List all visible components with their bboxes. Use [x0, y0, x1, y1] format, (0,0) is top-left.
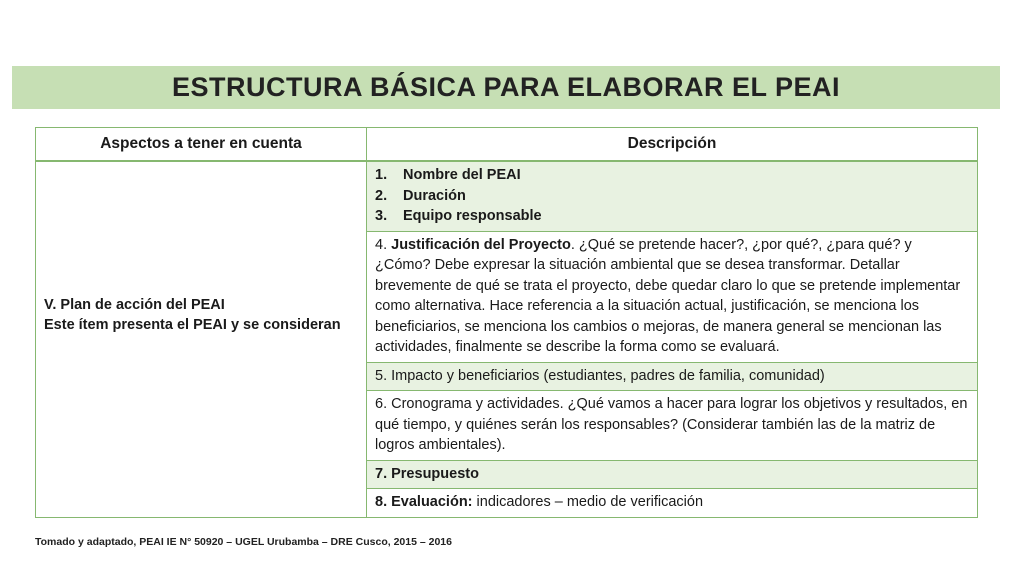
- evaluacion-text: indicadores – medio de verificación: [472, 494, 704, 510]
- list-item: 1. Nombre del PEAI: [375, 167, 521, 183]
- presupuesto-label: 7. Presupuesto: [375, 465, 479, 482]
- aspect-line-1: V. Plan de acción del PEAI: [44, 296, 225, 313]
- cronograma-text: ¿Qué vamos a hacer para lograr los objetivos y resultados, en qué tiempo, y quiénes serán los responsables? (Considerar también las de la matriz de logros ambientales).: [375, 396, 968, 453]
- cronograma-label: 6. Cronograma y actividades.: [375, 396, 564, 412]
- desc-cell-impacto: 5. Impacto y beneficiarios (estudiantes, padres de familia, comunidad): [367, 362, 978, 391]
- table-header-row: [36, 128, 978, 162]
- desc-cell-list: [367, 161, 978, 231]
- header-descripcion: Descripción: [367, 128, 978, 162]
- source-footnote: Tomado y adaptado, PEAI IE N° 50920 – UGEL Urubamba – DRE Cusco, 2015 – 2016: [35, 536, 452, 548]
- title-bar: [12, 66, 1000, 109]
- aspect-cell: [36, 161, 367, 517]
- list-item: 2. Duración: [375, 187, 466, 204]
- peai-structure-table: [35, 127, 978, 518]
- basic-items-list: [375, 165, 971, 227]
- desc-cell-justificacion: 4. Justificación del Proyecto. ¿Qué se pretende hacer?, ¿por qué?, ¿para qué? y ¿Cómo? Debe expresar la situación ambiental que se desea transformar. Detallar brevemente de qué se trata el proyecto, debe quedar claro lo que se pretende implementar como alternativa. Hace referencia a la situación actual, justificación, se menciona los beneficiarios, se menciona los cambios o mejoras, de manera general se mencionan las actividades, finalmente se describe la forma como se evaluará.: [367, 231, 978, 362]
- table-row: [36, 161, 978, 231]
- list-item: 3. Equipo responsable: [375, 208, 542, 224]
- desc-cell-presupuesto: [367, 460, 978, 489]
- impacto-text: Impacto y beneficiarios (estudiantes, padres de familia, comunidad): [391, 367, 825, 384]
- header-aspectos: Aspectos a tener en cuenta: [36, 128, 367, 162]
- justificacion-text: . ¿Qué se pretende hacer?, ¿por qué?, ¿para qué? y ¿Cómo? Debe expresar la situación ambiental que se desea transformar. Detallar brevemente de qué se trata el proyecto, debe quedar claro lo que se pretende implementar como alternativa. Hace referencia a la situación actual, justificación, se menciona los beneficiarios, se menciona los cambios o mejoras, de manera general se mencionan las actividades, finalmente se describe la forma como se evaluará.: [375, 236, 961, 355]
- evaluacion-label: 8. Evaluación:: [375, 494, 473, 510]
- desc-cell-cronograma: [367, 391, 978, 461]
- aspect-line-2: Este ítem presenta el PEAI y se consideran: [44, 317, 341, 334]
- justificacion-label: Justificación del Proyecto: [391, 236, 571, 253]
- desc-cell-evaluacion: [367, 489, 978, 518]
- page-title: ESTRUCTURA BÁSICA PARA ELABORAR EL PEAI: [171, 72, 841, 102]
